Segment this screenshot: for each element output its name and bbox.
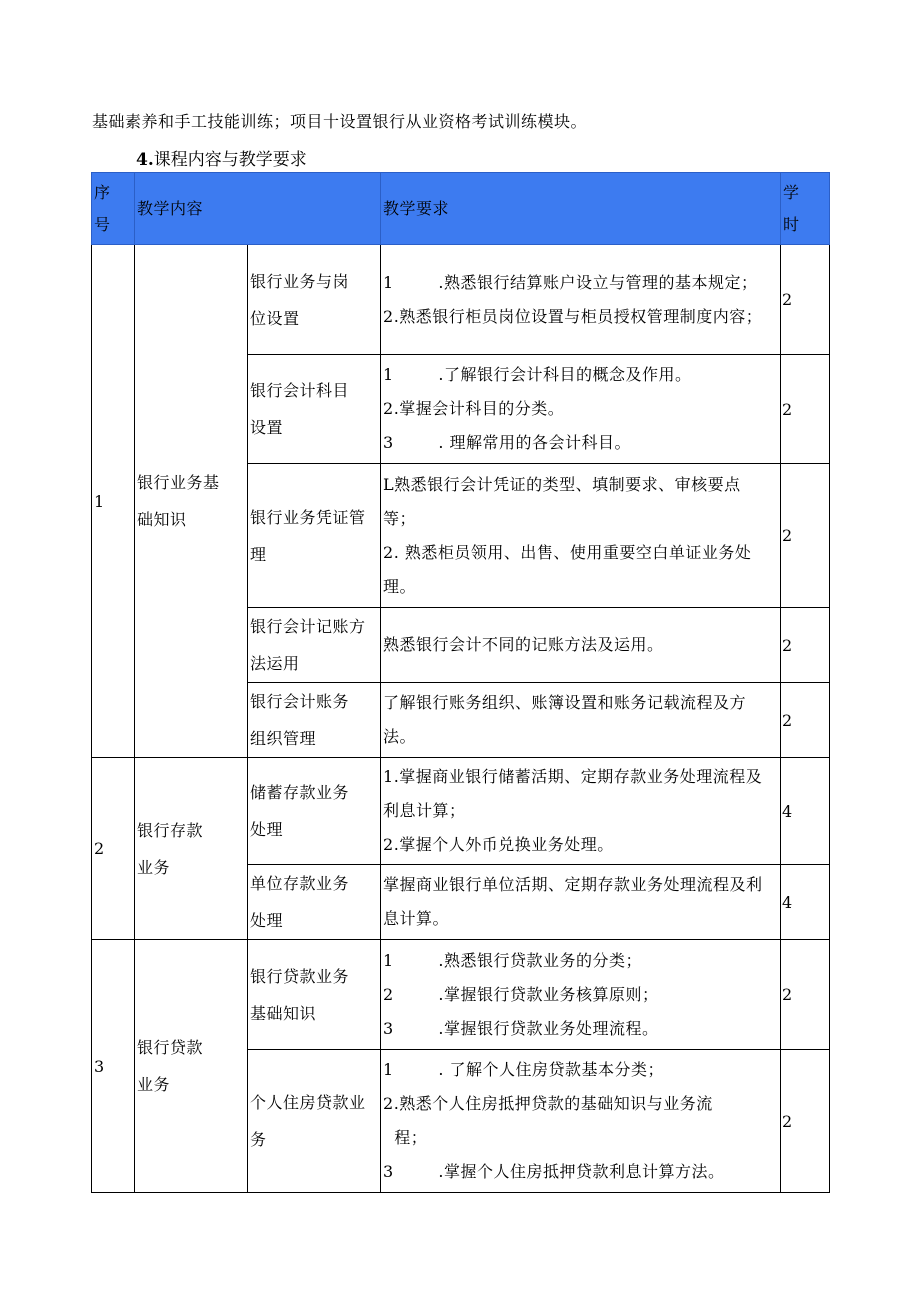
- table-header-row: [92, 173, 830, 245]
- row-hours: 4: [781, 865, 830, 940]
- requirement-line: 1.掌握商业银行储蓄活期、定期存款业务处理流程及: [383, 767, 763, 786]
- topic-line: 基础知识: [250, 1003, 317, 1023]
- row-hours: 2: [781, 355, 830, 464]
- requirement-line: 了解银行账务组织、账簿设置和账务记载流程及方: [383, 693, 747, 712]
- requirement-line: 掌握商业银行单位活期、定期存款业务处理流程及利: [383, 875, 763, 894]
- row-seq: 2: [92, 758, 135, 940]
- requirement-line: 3 .掌握个人住房抵押贷款利息计算方法。: [383, 1162, 725, 1181]
- row-requirement: [381, 464, 781, 608]
- row-requirement: [381, 940, 781, 1050]
- requirement-line: 法。: [383, 727, 417, 746]
- topic-line: 法运用: [250, 654, 300, 673]
- topic-line: 处理: [250, 911, 284, 930]
- row-topic: [248, 865, 381, 940]
- row-topic: [248, 940, 381, 1050]
- section-heading: [136, 148, 307, 172]
- requirement-line: 1 .了解银行会计科目的概念及作用。: [383, 365, 692, 384]
- topic-line: 处理: [250, 820, 284, 839]
- header-seq: 序 号: [92, 173, 135, 245]
- module-line: 银行贷款: [137, 1038, 204, 1057]
- requirement-line: 程；: [383, 1128, 428, 1147]
- section-title-text: 课程内容与教学要求: [153, 150, 307, 170]
- topic-line: 个人住房贷款业: [250, 1093, 366, 1112]
- topic-line: 理: [250, 544, 267, 564]
- topic-line: 银行贷款业务: [250, 966, 350, 986]
- topic-line: 组织管理: [250, 729, 317, 748]
- row-topic: [248, 608, 381, 683]
- row-topic: [248, 245, 381, 355]
- requirement-line: 2. 熟悉柜员领用、出售、使用重要空白单证业务处: [383, 542, 752, 562]
- module-line: 银行业务基: [137, 473, 220, 492]
- row-hours: 2: [781, 245, 830, 355]
- row-topic: [248, 464, 381, 608]
- module-line: 业务: [137, 1075, 171, 1094]
- row-hours: 2: [781, 940, 830, 1050]
- requirement-line: 等；: [383, 508, 417, 528]
- row-hours: 2: [781, 608, 830, 683]
- module-line: 银行存款: [137, 820, 204, 840]
- requirement-line: L熟悉银行会计凭证的类型、填制要求、审核要点: [383, 474, 741, 494]
- course-content-table: [91, 172, 830, 1193]
- topic-line: 银行会计科目: [250, 381, 350, 400]
- row-requirement: [381, 355, 781, 464]
- requirement-line: 熟悉银行会计不同的记账方法及运用。: [383, 635, 664, 654]
- row-hours: 2: [781, 683, 830, 758]
- requirement-line: 2.掌握个人外币兑换业务处理。: [383, 835, 614, 854]
- topic-line: 位设置: [250, 308, 300, 328]
- row-module: [135, 940, 248, 1193]
- intro-paragraph: 基础素养和手工技能训练；项目十设置银行从业资格考试训练模块。: [92, 112, 588, 131]
- section-number: 4.: [136, 150, 154, 170]
- table-row: [92, 245, 830, 355]
- row-seq: 3: [92, 940, 135, 1193]
- row-hours: 2: [781, 1050, 830, 1193]
- module-line: 业务: [137, 857, 171, 877]
- row-requirement: [381, 608, 781, 683]
- topic-line: 银行会计账务: [250, 692, 350, 711]
- requirement-line: 息计算。: [383, 909, 450, 928]
- header-content: 教学内容: [135, 173, 381, 245]
- row-topic: [248, 1050, 381, 1193]
- topic-line: 务: [250, 1130, 267, 1149]
- topic-line: 银行业务凭证管: [250, 507, 366, 527]
- table-row: [92, 758, 830, 865]
- topic-line: 单位存款业务: [250, 874, 350, 893]
- row-module: [135, 758, 248, 940]
- row-requirement: [381, 865, 781, 940]
- header-requirement: 教学要求: [381, 173, 781, 245]
- table-row: [92, 940, 830, 1050]
- module-line: 础知识: [137, 510, 187, 529]
- requirement-line: 1 . 了解个人住房贷款基本分类；: [383, 1060, 665, 1079]
- row-hours: 2: [781, 464, 830, 608]
- topic-line: 储蓄存款业务: [250, 783, 350, 802]
- topic-line: 银行会计记账方: [250, 617, 366, 636]
- requirement-line: 3 . 理解常用的各会计科目。: [383, 433, 632, 452]
- row-hours: 4: [781, 758, 830, 865]
- row-topic: [248, 758, 381, 865]
- requirement-line: 2.熟悉银行柜员岗位设置与柜员授权管理制度内容；: [383, 306, 763, 326]
- requirement-line: 2.熟悉个人住房抵押贷款的基础知识与业务流: [383, 1094, 713, 1113]
- requirement-line: 1 .熟悉银行结算账户设立与管理的基本规定；: [383, 272, 758, 292]
- row-seq: 1: [92, 245, 135, 758]
- requirement-line: 理。: [383, 576, 417, 596]
- row-module: [135, 245, 248, 758]
- requirement-line: 2.掌握会计科目的分类。: [383, 399, 565, 418]
- header-hours: 学 时: [781, 173, 830, 245]
- row-topic: [248, 355, 381, 464]
- row-requirement: [381, 245, 781, 355]
- topic-line: 设置: [250, 418, 284, 437]
- row-topic: [248, 683, 381, 758]
- row-requirement: [381, 683, 781, 758]
- requirement-line: 2 .掌握银行贷款业务核算原则；: [383, 984, 659, 1004]
- requirement-line: 利息计算；: [383, 801, 466, 820]
- topic-line: 银行业务与岗: [250, 271, 350, 291]
- row-requirement: [381, 758, 781, 865]
- row-requirement: [381, 1050, 781, 1193]
- requirement-line: 3 .掌握银行贷款业务处理流程。: [383, 1018, 659, 1038]
- requirement-line: 1 .熟悉银行贷款业务的分类；: [383, 950, 642, 970]
